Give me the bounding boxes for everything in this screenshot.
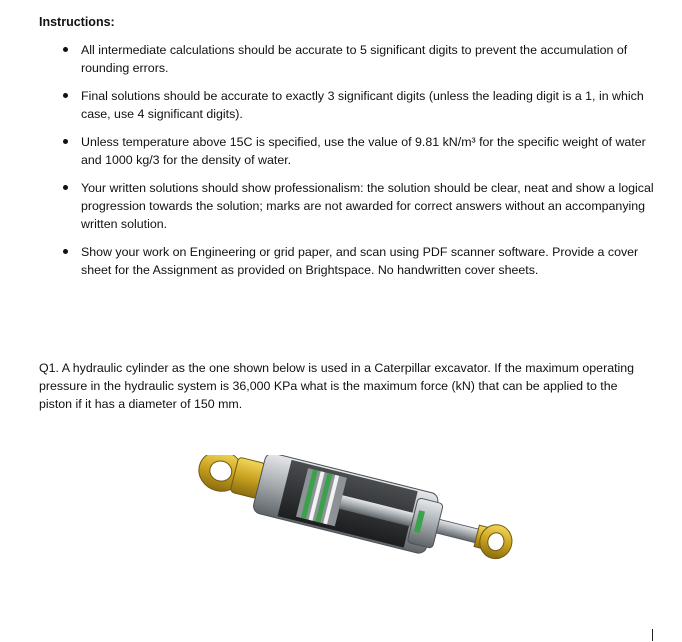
instruction-text: All intermediate calculations should be accurate to 5 significant digits to prevent the accumulation of rounding errors. xyxy=(81,43,628,75)
hydraulic-cylinder-illustration xyxy=(175,455,515,615)
instruction-item xyxy=(60,87,660,123)
instruction-text: Final solutions should be accurate to exactly 3 significant digits (unless the leading digit is a 1, in which case, use 4 significant digits). xyxy=(81,89,644,121)
bullet-icon xyxy=(63,47,68,52)
cylinder-body xyxy=(192,455,515,575)
bullet-icon xyxy=(63,93,68,98)
instruction-item xyxy=(60,41,660,77)
instructions-list xyxy=(60,41,660,289)
instruction-text: Show your work on Engineering or grid paper, and scan using PDF scanner software. Provide a cover sheet for the Assignment as provided on Brightspace. No handwritten cover sheets. xyxy=(81,245,639,277)
instruction-item xyxy=(60,179,660,233)
instruction-item xyxy=(60,243,660,279)
instruction-text: Your written solutions should show professionalism: the solution should be clear, neat and show a logical progression towards the solution; marks are not awarded for correct answers without an accompanying written solution. xyxy=(81,181,654,231)
bullet-icon xyxy=(63,139,68,144)
instructions-heading: Instructions: xyxy=(39,15,115,29)
bullet-icon xyxy=(63,185,68,190)
instruction-text: Unless temperature above 15C is specified, use the value of 9.81 kN/m³ for the specific weight of water and 1000 kg/3 for the density of water. xyxy=(81,135,646,167)
question-1: Q1. A hydraulic cylinder as the one shown below is used in a Caterpillar excavator. If the maximum operating pressure in the hydraulic system is 36,000 KPa what is the maximum force (kN) that can be applied to the piston if it has a diameter of 150 mm. xyxy=(39,361,635,411)
bullet-icon xyxy=(63,249,68,254)
text-cursor xyxy=(652,629,653,641)
instruction-item xyxy=(60,133,660,169)
